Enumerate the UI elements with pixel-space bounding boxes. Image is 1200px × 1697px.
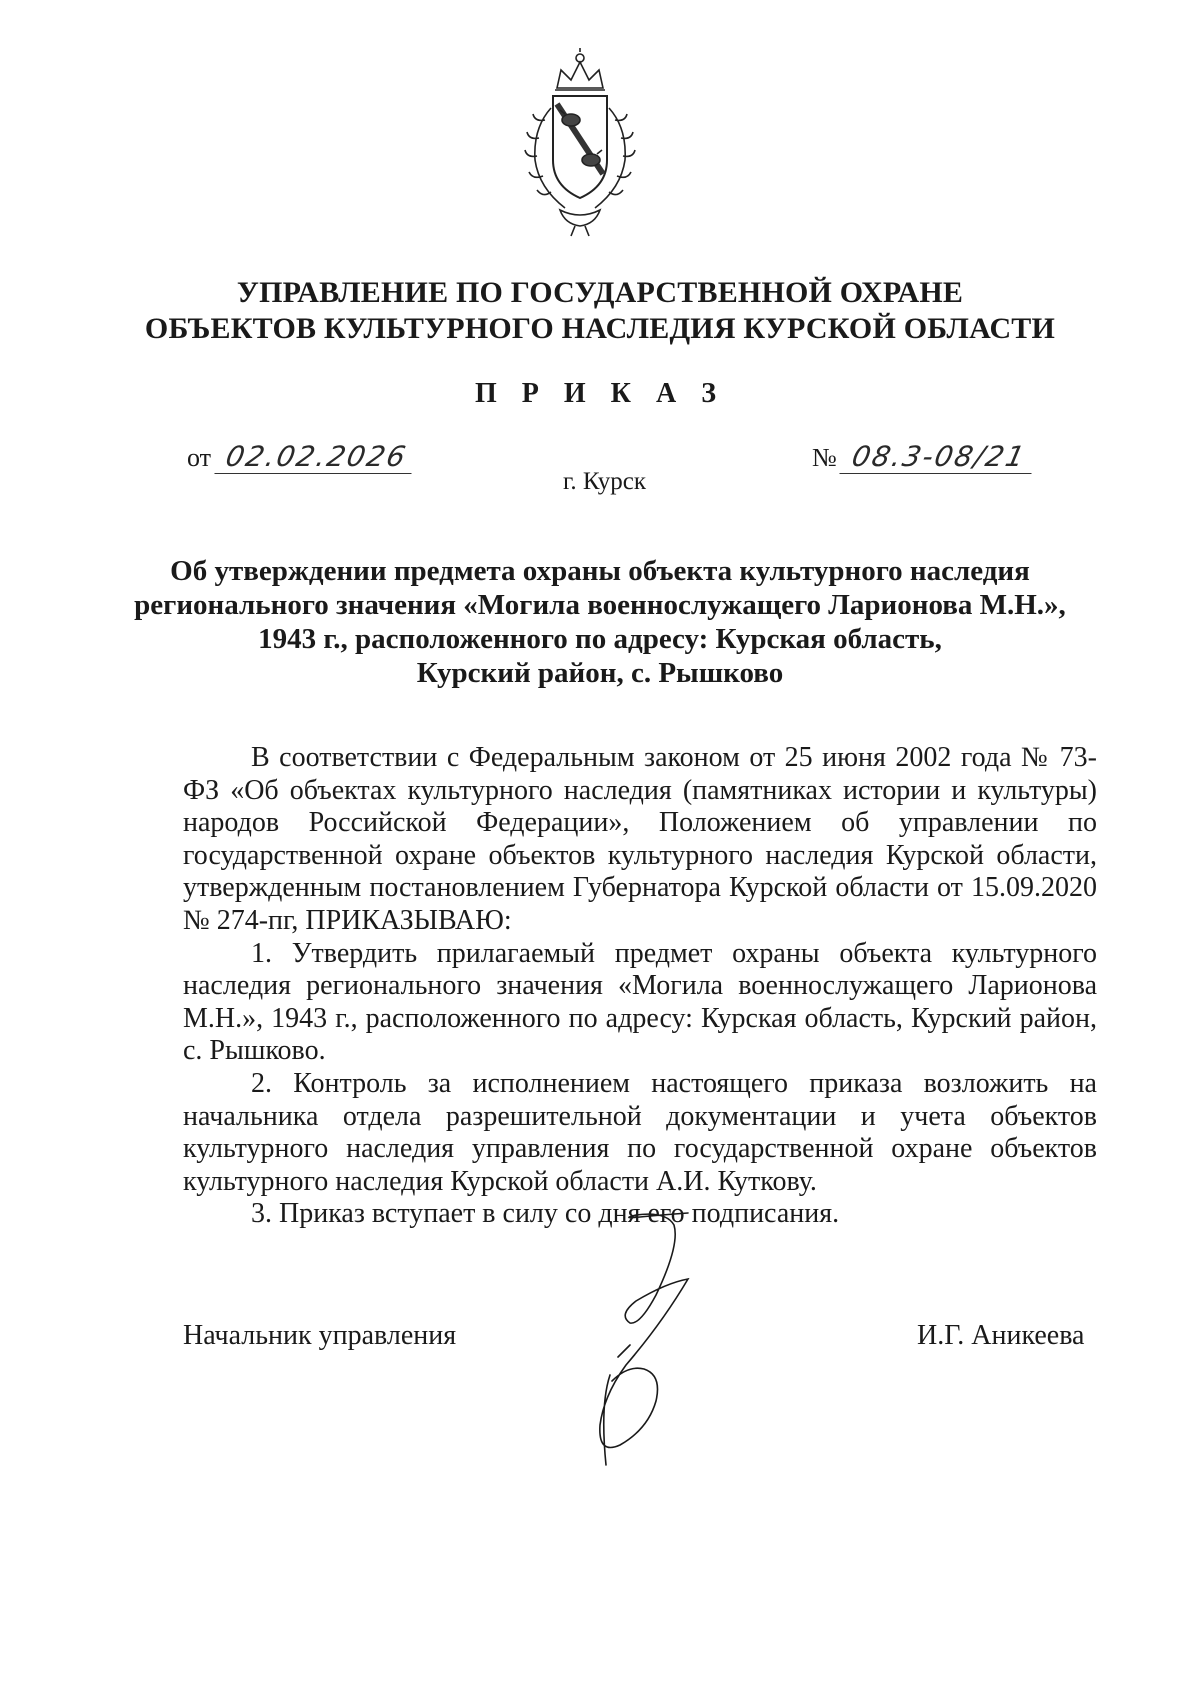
city: г. Курск <box>563 468 646 495</box>
order-date <box>187 440 415 474</box>
subject-line-1: Об утверждении предмета охраны объекта культурного наследия <box>170 555 1030 587</box>
date-value: 02.02.2026 <box>214 440 418 474</box>
date-prefix: от <box>187 443 212 472</box>
document-type-title: П Р И К А З <box>475 378 725 409</box>
order-number <box>812 440 1035 474</box>
subject-line-4: Курский район, с. Рышково <box>416 657 784 689</box>
signatory-position: Начальник управления <box>183 1320 457 1351</box>
organization-name <box>0 275 1200 347</box>
signatory-name: И.Г. Аникеева <box>917 1320 1085 1351</box>
subject-line-3: 1943 г., расположенного по адресу: Курская область, <box>258 623 942 655</box>
item-1-paragraph: 1. Утвердить прилагаемый предмет охраны объекта культурного наследия регионального значения «Могила военнослужащего Ларионова М.Н.», 1943 г., расположенного по адресу: Курская область, Курский район, с. Рышково. <box>183 937 1097 1067</box>
org-name-line-2: ОБЪЕКТОВ КУЛЬТУРНОГО НАСЛЕДИЯ КУРСКОЙ ОБЛАСТИ <box>144 312 1056 345</box>
subject-line-2: регионального значения «Могила военнослужащего Ларионова М.Н.», <box>134 589 1066 621</box>
order-body <box>183 742 1097 1231</box>
handwritten-signature <box>570 1205 730 1485</box>
org-name-line-1: УПРАВЛЕНИЕ ПО ГОСУДАРСТВЕННОЙ ОХРАНЕ <box>236 276 964 309</box>
order-subject <box>0 554 1200 690</box>
item-2-paragraph: 2. Контроль за исполнением настоящего приказа возложить на начальника отдела разрешительной документации и учета объектов культурного наследия управления по государственной охране объектов культурного наследия Курской области А.И. Куткову. <box>183 1067 1097 1197</box>
number-prefix: № <box>812 443 837 472</box>
preamble-paragraph: В соответствии с Федеральным законом от 25 июня 2002 года № 73-ФЗ «Об объектах культурного наследия (памятниках истории и культуры) народов Российской Федерации», Положением об управлении по государственной охране объектов культурного наследия Курской области, утвержденным постановлением Губернатора Курской области от 15.09.2020 № 274-пг, ПРИКАЗЫВАЮ: <box>183 742 1097 936</box>
item-3-paragraph: 3. Приказ вступает в силу со дня его подписания. <box>251 1198 840 1230</box>
coat-of-arms-icon <box>505 48 655 238</box>
number-value: 08.3-08/21 <box>840 440 1039 474</box>
